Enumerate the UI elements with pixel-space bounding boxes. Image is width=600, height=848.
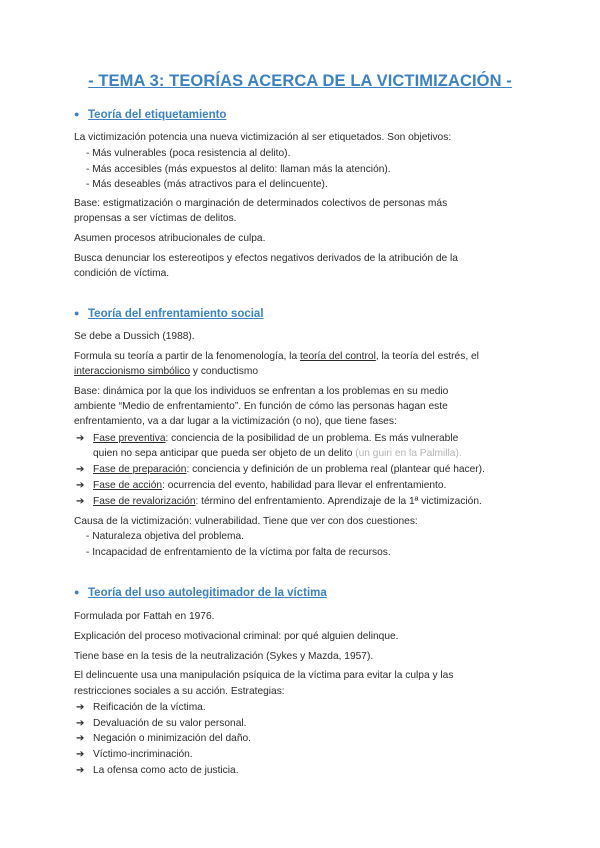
- paragraph: Base: dinámica por la que los individuos se enfrentan a los problemas en su medio: [74, 386, 449, 397]
- paragraph: Explicación del proceso motivacional criminal: por qué alguien delinque.: [74, 631, 399, 642]
- paragraph: Base: estigmatización o marginación de determinados colectivos de personas más: [74, 198, 448, 209]
- paragraph: ambiente “Medio de enfrentamiento”. En función de cómo las personas hagan este: [74, 401, 448, 412]
- paragraph: Asumen procesos atribucionales de culpa.: [74, 233, 266, 244]
- paragraph: Se debe a Dussich (1988).: [74, 331, 195, 342]
- section-heading-autolegitimador: ● Teoría del uso autolegitimador de la víctima: [74, 587, 327, 599]
- paragraph: El delincuente usa una manipulación psíquica de la víctima para evitar la culpa y las: [74, 670, 454, 681]
- paragraph: Formula su teoría a partir de la fenomenología, la teoría del control, la teoría del estrés, el: [74, 351, 479, 362]
- phase-item: ➔ Fase de acción: ocurrencia del evento, habilidad para llevar el enfrentamiento.: [76, 478, 536, 494]
- strategy-item: ➔ Reificación de la víctima.: [76, 700, 536, 716]
- arrow-icon: ➔: [76, 496, 85, 507]
- link-teoria-control[interactable]: teoría del control: [299, 351, 376, 362]
- paragraph: Tiene base en la tesis de la neutralización (Sykes y Mazda, 1957).: [74, 651, 374, 662]
- paragraph: propensas a ser víctimas de delitos.: [74, 213, 237, 224]
- arrow-icon: ➔: [76, 464, 85, 475]
- list-item: - Más vulnerables (poca resistencia al delito).: [86, 148, 291, 159]
- paragraph: condición de víctima.: [74, 268, 170, 279]
- phase-item: ➔ Fase de revalorización: término del enfrentamiento. Aprendizaje de la 1ª victimización.: [76, 494, 536, 510]
- list-item: - Naturaleza objetiva del problema.: [86, 531, 244, 542]
- arrow-icon: ➔: [76, 749, 85, 760]
- arrow-icon: ➔: [76, 733, 85, 744]
- section-heading-etiquetamiento: ● Teoría del etiquetamiento: [74, 109, 227, 121]
- strategy-item: ➔ La ofensa como acto de justicia.: [76, 763, 536, 779]
- strategy-item: ➔ Devaluación de su valor personal.: [76, 716, 536, 732]
- phase-item: ➔ Fase preventiva: conciencia de la posibilidad de un problema. Es más vulnerable: [76, 431, 536, 447]
- paragraph: Causa de la victimización: vulnerabilidad. Tiene que ver con dos cuestiones:: [74, 516, 418, 527]
- phase-item: ➔ Fase de preparación: conciencia y definición de un problema real (plantear qué hacer).: [76, 462, 536, 478]
- strategy-item: ➔ Negación o minimización del daño.: [76, 731, 536, 747]
- phase-item-continuation: quien no sepa anticipar que pueda ser objeto de un delito (un guiri en la Palmilla).: [93, 448, 462, 459]
- bullet-icon: ●: [74, 109, 80, 119]
- list-item: - Más deseables (más atractivos para el delincuente).: [86, 179, 328, 190]
- paragraph: enfrentamiento, va a dar lugar a la victimización (o no), que tiene fases:: [74, 416, 397, 427]
- paragraph: interaccionismo simbólico y conductismo: [74, 366, 259, 377]
- paragraph: Busca denunciar los estereotipos y efectos negativos derivados de la atribución de la: [74, 253, 458, 264]
- paragraph: Formulada por Fattah en 1976.: [74, 611, 215, 622]
- arrow-icon: ➔: [76, 702, 85, 713]
- paragraph: restricciones sociales a su acción. Estrategias:: [74, 686, 285, 697]
- list-item: - Incapacidad de enfrentamiento de la víctima por falta de recursos.: [86, 547, 391, 558]
- arrow-icon: ➔: [76, 433, 85, 444]
- page-title: - TEMA 3: TEORÍAS ACERCA DE LA VICTIMIZACIÓN -: [88, 72, 512, 90]
- strategy-item: ➔ Víctimo-incriminación.: [76, 747, 536, 763]
- arrow-icon: ➔: [76, 480, 85, 491]
- bullet-icon: ●: [74, 308, 80, 318]
- paragraph: La victimización potencia una nueva victimización al ser etiquetados. Son objetivos:: [74, 132, 452, 143]
- bullet-icon: ●: [74, 587, 80, 597]
- arrow-icon: ➔: [76, 765, 85, 776]
- section-heading-enfrentamiento: ● Teoría del enfrentamiento social: [74, 308, 264, 320]
- list-item: - Más accesibles (más expuestos al delito: llaman más la atención).: [86, 164, 391, 175]
- link-interaccionismo[interactable]: interaccionismo simbólico: [74, 366, 191, 377]
- arrow-icon: ➔: [76, 718, 85, 729]
